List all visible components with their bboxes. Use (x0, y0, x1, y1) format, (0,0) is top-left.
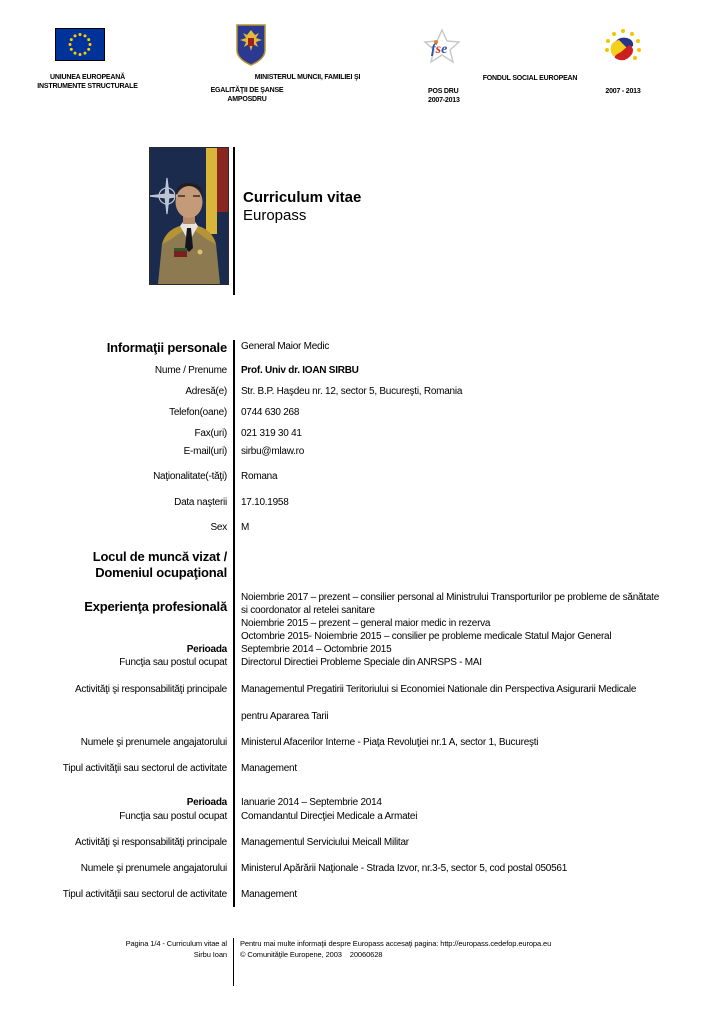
row-job1-employer (32, 736, 700, 762)
ministry-label-line2: EGALITĂŢII DE ŞANSE (210, 87, 284, 94)
birthdate-value: 17.10.1958 (233, 496, 700, 521)
email-label: E-mail(uri) (183, 446, 227, 457)
fax-value: 021 319 30 41 (233, 427, 700, 445)
row-job1-position (32, 656, 700, 683)
experience-intro (233, 591, 700, 643)
posdru-label-line2: 2007-2013 (428, 96, 460, 104)
row-nationality (32, 470, 700, 496)
cv-title: Curriculum vitae (243, 189, 362, 206)
row-job2-period (32, 796, 700, 810)
ministry-label-line1: MINISTERUL MUNCII, FAMILIEI ŞI (254, 74, 361, 81)
footer-page-info (32, 938, 233, 986)
photo-title-row (32, 147, 700, 295)
page-footer (32, 938, 700, 986)
job2-activities-value: Managementul Serviciului Meicall Militar (233, 836, 700, 862)
eu-flag-label-line2: INSTRUMENTE STRUCTURALE (37, 82, 138, 90)
ministry-label-line3: AMPOSDRU (227, 95, 267, 103)
posdru-label-line1: POS DRU (428, 88, 459, 95)
row-job1-activities (32, 683, 700, 736)
row-job2-employer (32, 862, 700, 888)
job2-period-value: Ianuarie 2014 – Septembrie 2014 (233, 796, 700, 810)
footer-info-line1: Pentru mai multe informaţii despre Europass accesaţi pagina: http://europass.cedefop.europa.eu (240, 939, 552, 948)
footer-page-line2: Sirbu Ioan (193, 950, 227, 959)
spacer (32, 907, 700, 938)
experience-section-label: Experienţa profesională (84, 599, 227, 614)
fax-label: Fax(uri) (194, 428, 227, 439)
job1-activities-value (233, 683, 700, 736)
eu-flag-label (10, 74, 165, 91)
experience-intro-line2: si coordonator al retelei sanitare (241, 605, 375, 616)
posdru-label (428, 88, 498, 105)
row-address (32, 385, 700, 406)
row-job2-activities (32, 836, 700, 862)
row-email (32, 445, 700, 470)
job2-position-label: Funcţia sau postul ocupat (119, 811, 227, 822)
job1-sector-value: Management (233, 762, 700, 796)
footer-info-line2: © Comunităţile Europene, 2003 20060628 (240, 950, 383, 959)
email-value: sirbu@mlaw.ro (233, 445, 700, 470)
job2-position-value: Comandantul Direcţiei Medicale a Armatei (233, 810, 700, 836)
name-label: Nume / Prenume (154, 365, 227, 376)
row-job2-position (32, 810, 700, 836)
job-target-label-line2: Domeniul ocupaţional (95, 565, 227, 580)
personal-rank-value: General Maior Medic (233, 340, 700, 364)
row-phone (32, 406, 700, 427)
footer-page-line1: Pagina 1/4 - Curriculum vitae al (125, 939, 227, 948)
phone-label: Telefon(oane) (169, 407, 227, 418)
page-header (0, 0, 724, 120)
job-target-label (32, 549, 233, 591)
photo-cell (32, 147, 233, 295)
job-target-value (233, 549, 700, 591)
row-job-target (32, 549, 700, 591)
eu-flag-label-line1: UNIUNEA EUROPEANĂ (50, 74, 125, 81)
row-birthdate (32, 496, 700, 521)
cv-subtitle: Europass (243, 207, 307, 224)
job1-position-label: Funcţia sau postul ocupat (119, 657, 227, 668)
row-job2-sector (32, 888, 700, 907)
spacer (32, 295, 700, 340)
row-job1-period (32, 643, 700, 656)
personal-section-label: Informaţii personale (106, 340, 227, 355)
title-cell (233, 147, 700, 295)
job2-employer-label: Numele şi prenumele angajatorului (80, 863, 227, 874)
nationality-label: Naţionalitate(-tăţi) (153, 471, 227, 482)
row-name (32, 364, 700, 385)
experience-intro-line3: Noiembrie 2015 – prezent – general maior medic in rezerva (241, 618, 491, 629)
job1-activities-line2: pentru Apararea Tarii (241, 711, 329, 722)
job1-activities-line1: Managementul Pregatirii Teritoriului si Economiei Nationale din Perspectiva Asigurarii Medicale (241, 684, 637, 695)
job-target-label-line1: Locul de muncă vizat / (92, 549, 227, 564)
portrait-photo (149, 147, 229, 285)
job1-period-value: Septembrie 2014 – Octombrie 2015 (233, 643, 700, 656)
experience-intro-line1: Noiembrie 2017 – prezent – consilier personal al Ministrului Transporturilor pe probleme de sănătate (241, 592, 660, 603)
sex-value: M (233, 521, 700, 549)
row-experience-section (32, 591, 700, 643)
footer-europass-info (233, 938, 700, 986)
job1-period-label: Perioada (186, 644, 227, 655)
row-job1-sector (32, 762, 700, 796)
job2-employer-value: Ministerul Apărării Naţionale - Strada Izvor, nr.3-5, sector 5, cod postal 050561 (233, 862, 700, 888)
cv-body (32, 147, 700, 986)
job2-activities-label: Activităţi şi responsabilităţi principale (74, 837, 227, 848)
ministry-label (182, 87, 312, 104)
address-label: Adresă(e) (185, 386, 227, 397)
fse-logo-icon (423, 28, 461, 70)
job1-activities-label: Activităţi şi responsabilităţi principale (74, 684, 227, 695)
sex-label: Sex (210, 522, 227, 533)
job2-sector-label: Tipul activităţii sau sectorul de activitate (62, 889, 227, 900)
job1-employer-label: Numele şi prenumele angajatorului (80, 737, 227, 748)
job1-position-value: Directorul Directiei Probleme Speciale din ANRSPS - MAI (233, 656, 700, 683)
experience-intro-line4: Octombrie 2015- Noiembrie 2015 – consilier pe probleme medicale Statul Major General (241, 631, 612, 642)
job2-sector-value: Management (233, 888, 700, 907)
nationality-value: Romana (233, 470, 700, 496)
name-value: Prof. Univ dr. IOAN SIRBU (233, 364, 700, 385)
romania-coat-of-arms-icon (235, 24, 267, 66)
phone-value: 0744 630 268 (233, 406, 700, 427)
years-label: 2007 - 2013 (605, 88, 641, 95)
posdru-years-logo-icon (601, 26, 645, 74)
svg-text:fse: fse (431, 42, 448, 57)
row-fax (32, 427, 700, 445)
job1-employer-value: Ministerul Afacerilor Interne - Piaţa Revoluţiei nr.1 A, sector 1, Bucureşti (233, 736, 700, 762)
job2-period-label: Perioada (186, 797, 227, 808)
row-personal-section (32, 340, 700, 364)
fse-label: FONDUL SOCIAL EUROPEAN (482, 75, 578, 82)
birthdate-label: Data naşterii (174, 497, 227, 508)
address-value: Str. B.P. Haşdeu nr. 12, sector 5, Bucureşti, Romania (233, 385, 700, 406)
row-sex (32, 521, 700, 549)
eu-flag-icon (55, 28, 105, 61)
job1-sector-label: Tipul activităţii sau sectorul de activitate (62, 763, 227, 774)
